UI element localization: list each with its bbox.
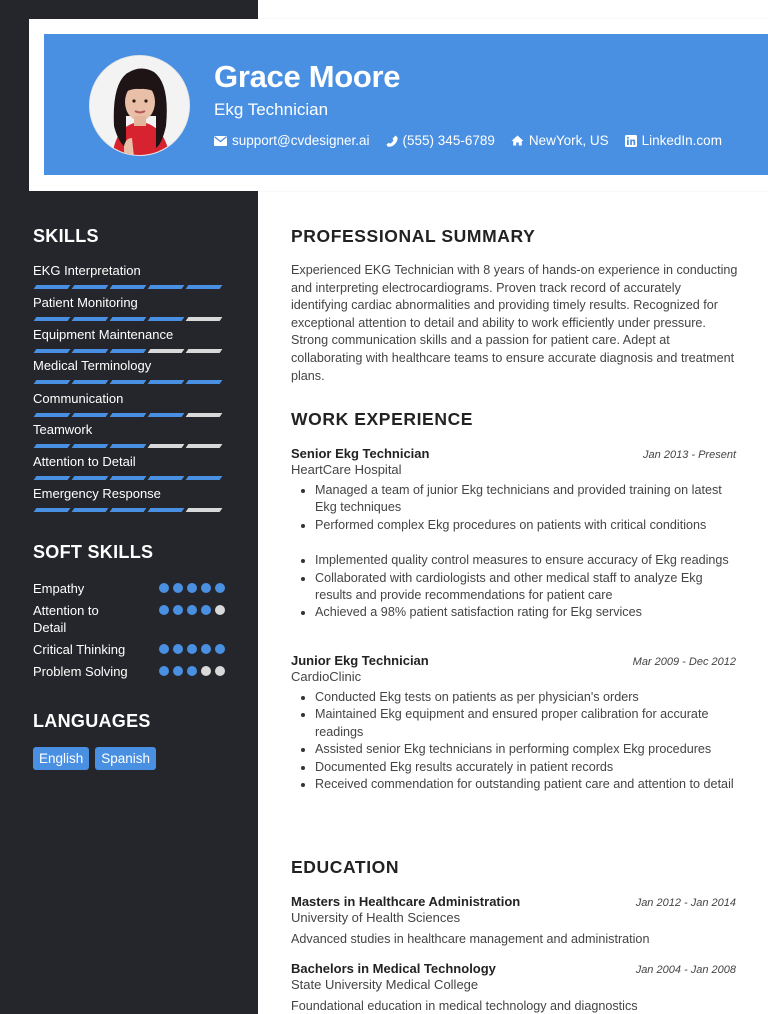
contact-location-text: NewYork, US <box>528 133 609 148</box>
job-company: CardioClinic <box>291 669 362 684</box>
soft-skill-label: Critical Thinking <box>33 642 126 657</box>
job-bullet: Implemented quality control measures to ensure accuracy of Ekg readings <box>291 552 736 569</box>
contact-linkedin-text: LinkedIn.com <box>641 133 722 148</box>
skill-item <box>33 263 225 289</box>
soft-skill-rating <box>159 641 225 658</box>
education-heading: EDUCATION <box>291 857 400 877</box>
contact-phone[interactable] <box>386 133 495 148</box>
education-description: Foundational education in medical technology and diagnostics <box>291 999 638 1013</box>
job-bullet: Maintained Ekg equipment and ensured proper calibration for accurate readings <box>291 706 736 741</box>
skill-label: Teamwork <box>33 422 93 437</box>
skill-item <box>33 295 225 321</box>
job-bullet: Assisted senior Ekg technicians in performing complex Ekg procedures <box>291 741 736 758</box>
soft-skill-rating <box>159 663 225 680</box>
school-name: University of Health Sciences <box>291 910 461 925</box>
skill-item <box>33 358 225 384</box>
avatar <box>89 55 190 156</box>
phone-icon <box>386 135 398 147</box>
skill-label: Medical Terminology <box>33 358 152 373</box>
skill-level-bar <box>33 317 225 321</box>
soft-skill-label: Attention to Detail <box>33 603 99 635</box>
skill-level-bar <box>33 380 225 384</box>
skill-item <box>33 486 225 512</box>
job-bullet: Managed a team of junior Ekg technicians and provided training on latest Ekg techniques <box>291 482 736 517</box>
language-tag: Spanish <box>95 747 156 770</box>
soft-skill-label: Problem Solving <box>33 664 128 679</box>
skill-level-bar <box>33 476 225 480</box>
education-dates: Jan 2004 - Jan 2008 <box>635 964 736 976</box>
job-bullets <box>291 482 736 622</box>
job-entry <box>291 446 736 622</box>
skill-level-bar <box>33 349 225 353</box>
job-company: HeartCare Hospital <box>291 462 402 477</box>
summary-text: Experienced EKG Technician with 8 years of hands-on experience in conducting and interpreting electrocardiograms. Proven track record of accurately identifying cardiac abnormalities and providing timely results. Recognized for exceptional attention to detail and ability to work efficiently under pressure. Strong communication skills and a passion for patient care. Adept at collaborating with healthcare teams to ensure accurate diagnosis and treatment plans. <box>291 263 738 383</box>
soft-skill-label: Empathy <box>33 581 85 596</box>
contact-phone-text: (555) 345-6789 <box>402 133 495 148</box>
soft-skill-rating <box>159 602 225 636</box>
school-name: State University Medical College <box>291 977 479 992</box>
job-dates: Jan 2013 - Present <box>643 449 736 461</box>
home-icon <box>511 135 524 146</box>
job-bullet: Received commendation for outstanding patient care and attention to detail <box>291 776 736 793</box>
soft-skill-item <box>33 580 225 597</box>
contact-location <box>511 133 609 148</box>
soft-skill-item <box>33 602 225 636</box>
skill-label: Patient Monitoring <box>33 295 138 310</box>
candidate-name: Grace Moore <box>214 59 401 94</box>
job-bullet: Documented Ekg results accurately in patient records <box>291 759 736 776</box>
education-entry <box>291 894 736 949</box>
degree-title: Bachelors in Medical Technology <box>291 961 496 976</box>
degree-title: Masters in Healthcare Administration <box>291 894 521 909</box>
language-list <box>33 747 156 770</box>
skill-item <box>33 327 225 353</box>
skill-level-bar <box>33 444 225 448</box>
skill-label: Attention to Detail <box>33 454 136 469</box>
job-title: Senior Ekg Technician <box>291 446 430 461</box>
profile-photo-icon <box>90 56 190 156</box>
job-bullet: Achieved a 98% patient satisfaction rating for Ekg services <box>291 604 736 621</box>
skill-level-bar <box>33 508 225 512</box>
education-dates: Jan 2012 - Jan 2014 <box>635 897 736 909</box>
skill-level-bar <box>33 413 225 417</box>
contact-email-text: support@cvdesigner.ai <box>232 133 370 148</box>
job-bullets <box>291 689 736 793</box>
contact-list <box>214 133 722 148</box>
skill-label: Emergency Response <box>33 486 161 501</box>
job-entry <box>291 653 736 793</box>
contact-linkedin[interactable] <box>625 133 722 148</box>
skill-label: Equipment Maintenance <box>33 327 174 342</box>
summary-heading: PROFESSIONAL SUMMARY <box>291 226 536 246</box>
job-bullet: Conducted Ekg tests on patients as per physician's orders <box>291 689 736 706</box>
education-description: Advanced studies in healthcare management and administration <box>291 932 650 946</box>
skill-item <box>33 422 225 448</box>
language-tag: English <box>33 747 89 770</box>
job-title: Junior Ekg Technician <box>291 653 429 668</box>
languages-heading: LANGUAGES <box>33 711 151 731</box>
linkedin-icon <box>625 135 637 147</box>
skill-item <box>33 391 225 417</box>
candidate-title: Ekg Technician <box>214 100 329 119</box>
skills-heading: SKILLS <box>33 226 99 246</box>
skill-level-bar <box>33 285 225 289</box>
skill-item <box>33 454 225 480</box>
experience-heading: WORK EXPERIENCE <box>291 409 474 429</box>
skill-label: Communication <box>33 391 124 406</box>
soft-skill-item <box>33 663 225 680</box>
job-dates: Mar 2009 - Dec 2012 <box>632 656 736 668</box>
envelope-icon <box>214 136 227 146</box>
soft-skill-rating <box>159 580 225 597</box>
soft-skills-heading: SOFT SKILLS <box>33 542 154 562</box>
soft-skill-item <box>33 641 225 658</box>
contact-email[interactable] <box>214 133 370 148</box>
job-bullet: Performed complex Ekg procedures on patients with critical conditions <box>291 517 736 534</box>
skill-label: EKG Interpretation <box>33 263 141 278</box>
job-bullet: Collaborated with cardiologists and other medical staff to analyze Ekg results and provide recommendations for patient care <box>291 570 736 605</box>
education-entry <box>291 961 736 1014</box>
